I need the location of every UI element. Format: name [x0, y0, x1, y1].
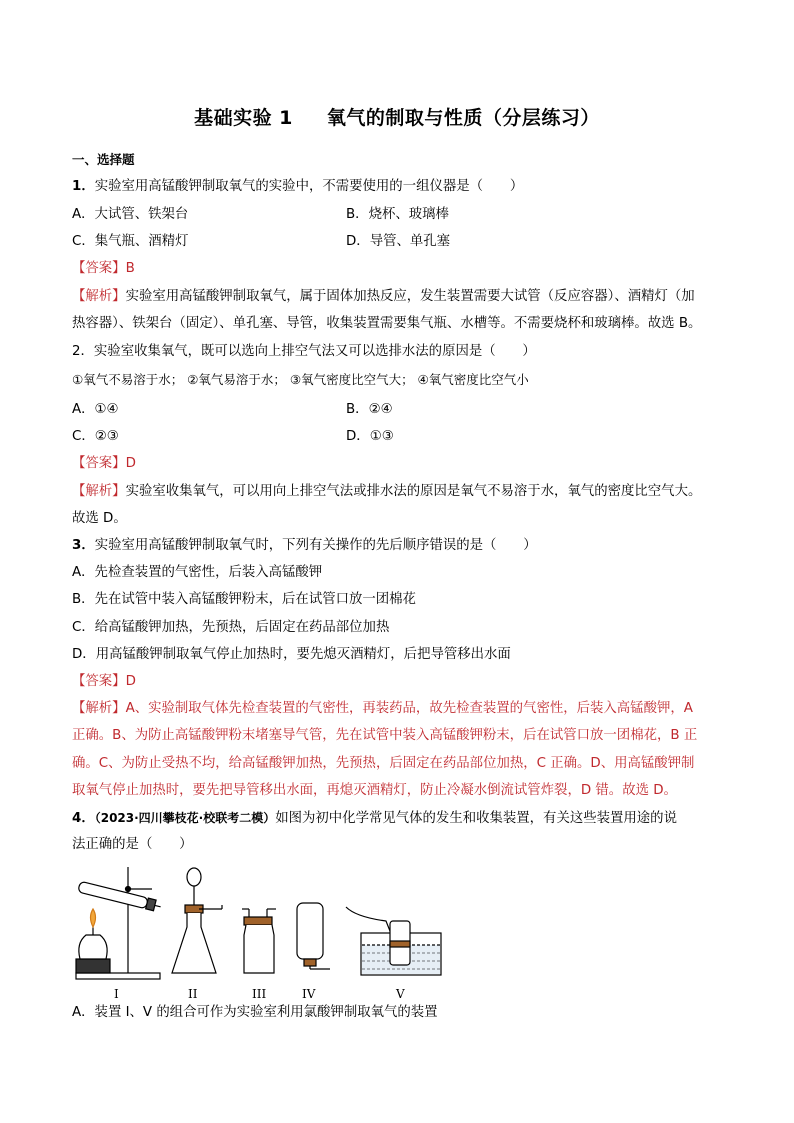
question-1-analysis-line-2: 热容器）、铁架台（固定）、单孔塞、导管，收集装置需要集气瓶、水槽等。不需要烧杯和玻璃棒。故选 B。	[72, 316, 702, 331]
answer-tag: 【答案】	[72, 261, 126, 276]
question-2-number: 2．	[72, 344, 94, 359]
analysis-text: 实验室收集氧气，可以用向上排空气法或排水法的原因是氧气不易溶于水，氧气的密度比空气大。	[125, 484, 702, 499]
question-2-option-c: C．②③	[72, 429, 119, 444]
question-4-stem-line-2: 法正确的是（ ）	[72, 837, 193, 852]
analysis-tag: 【解析】	[72, 484, 126, 499]
analysis-tag: 【解析】	[72, 289, 126, 304]
question-3-text: 实验室用高锰酸钾制取氧气时，下列有关操作的先后顺序错误的是（ ）	[94, 538, 537, 553]
apparatus-figure	[66, 865, 486, 1005]
page-title	[0, 103, 794, 130]
question-2-analysis-line-2: 故选 D。	[72, 511, 127, 526]
question-3-answer	[72, 673, 136, 691]
question-3-analysis-line-4: 取氧气停止加热时，要先把导管移出水面，再熄灭酒精灯，防止冷凝水倒流试管炸裂，D 错。故选 D。	[72, 783, 677, 798]
question-2-text: 实验室收集氧气，既可以选向上排空气法又可以选排水法的原因是（ ）	[93, 344, 536, 359]
question-4-text: 如图为初中化学常见气体的发生和收集装置，有关这些装置用途的说	[275, 811, 677, 826]
device-1-heating-apparatus	[76, 867, 162, 979]
question-4-number: 4．	[72, 811, 95, 826]
device-5-water-trough	[346, 907, 441, 975]
device-2-flask-apparatus	[172, 868, 222, 973]
section-heading: 一、选择题	[72, 152, 135, 167]
question-1-option-d: D．导管、单孔塞	[346, 234, 451, 249]
title-part1: 基础实验 1	[194, 107, 293, 129]
question-2-analysis-line-1	[72, 483, 701, 501]
question-1-answer	[72, 260, 135, 278]
analysis-text: 实验室用高锰酸钾制取氧气，属于固体加热反应，发生装置需要大试管（反应容器）、酒精灯（加	[125, 289, 695, 304]
question-2-option-d: D．①③	[346, 429, 394, 444]
question-1-number: 1．	[72, 179, 95, 194]
question-2-answer	[72, 455, 136, 473]
answer-value: D	[125, 674, 136, 689]
device-4-inverted-bottle	[297, 903, 330, 969]
question-3-analysis-line-2: 正确。B、为防止高锰酸钾粉末堵塞导气管，先在试管中装入高锰酸钾粉末，后在试管口放一团棉花，B 正	[72, 728, 698, 743]
question-1-option-b: B．烧杯、玻璃棒	[346, 207, 449, 222]
answer-value: D	[125, 456, 136, 471]
label-device-5: V	[396, 987, 405, 1001]
question-1-stem	[72, 178, 523, 196]
label-device-2: II	[188, 987, 198, 1001]
question-3-option-a: A．先检查装置的气密性，后装入高锰酸钾	[72, 565, 323, 580]
analysis-text: A、实验制取气体先检查装置的气密性，再装药品，故先检查装置的气密性，后装入高锰酸钾，A	[125, 701, 693, 716]
question-3-option-b: B．先在试管中装入高锰酸钾粉末，后在试管口放一团棉花	[72, 592, 416, 607]
question-3-number: 3．	[72, 538, 95, 553]
question-4-stem-line-1	[72, 809, 677, 828]
analysis-tag: 【解析】	[72, 701, 126, 716]
question-3-option-c: C．给高锰酸钾加热，先预热，后固定在药品部位加热	[72, 620, 390, 635]
question-2-items: ①氧气不易溶于水； ②氧气易溶于水； ③氧气密度比空气大； ④氧气密度比空气小	[72, 372, 529, 387]
question-4-source: （2023·四川攀枝花·校联考二模）	[94, 811, 276, 825]
question-3-stem	[72, 537, 537, 555]
question-1-analysis-line-1	[72, 288, 695, 306]
answer-tag: 【答案】	[72, 674, 126, 689]
label-device-1: I	[114, 987, 119, 1001]
question-1-option-c: C．集气瓶、酒精灯	[72, 234, 189, 249]
question-1-text: 实验室用高锰酸钾制取氧气的实验中，不需要使用的一组仪器是（ ）	[94, 179, 524, 194]
question-3-option-d: D．用高锰酸钾制取氧气停止加热时，要先熄灭酒精灯，后把导管移出水面	[72, 647, 511, 662]
question-4-option-a: A．装置 I、V 的组合可作为实验室利用氯酸钾制取氧气的装置	[72, 1005, 438, 1020]
device-3-bottle-apparatus	[242, 909, 276, 973]
question-3-analysis-line-3: 确。C、为防止受热不均，给高锰酸钾加热，先预热，后固定在药品部位加热，C 正确。D、用高锰酸钾制	[72, 756, 695, 771]
question-1-option-a: A．大试管、铁架台	[72, 207, 189, 222]
question-3-analysis-line-1	[72, 700, 693, 718]
question-2-option-a: A．①④	[72, 402, 119, 417]
answer-tag: 【答案】	[72, 456, 126, 471]
question-2-stem	[72, 343, 536, 361]
label-device-4: IV	[302, 987, 316, 1001]
title-part2: 氧气的制取与性质（分层练习）	[326, 107, 600, 129]
label-device-3: III	[252, 987, 267, 1001]
question-2-option-b: B．②④	[346, 402, 393, 417]
answer-value: B	[125, 261, 135, 276]
